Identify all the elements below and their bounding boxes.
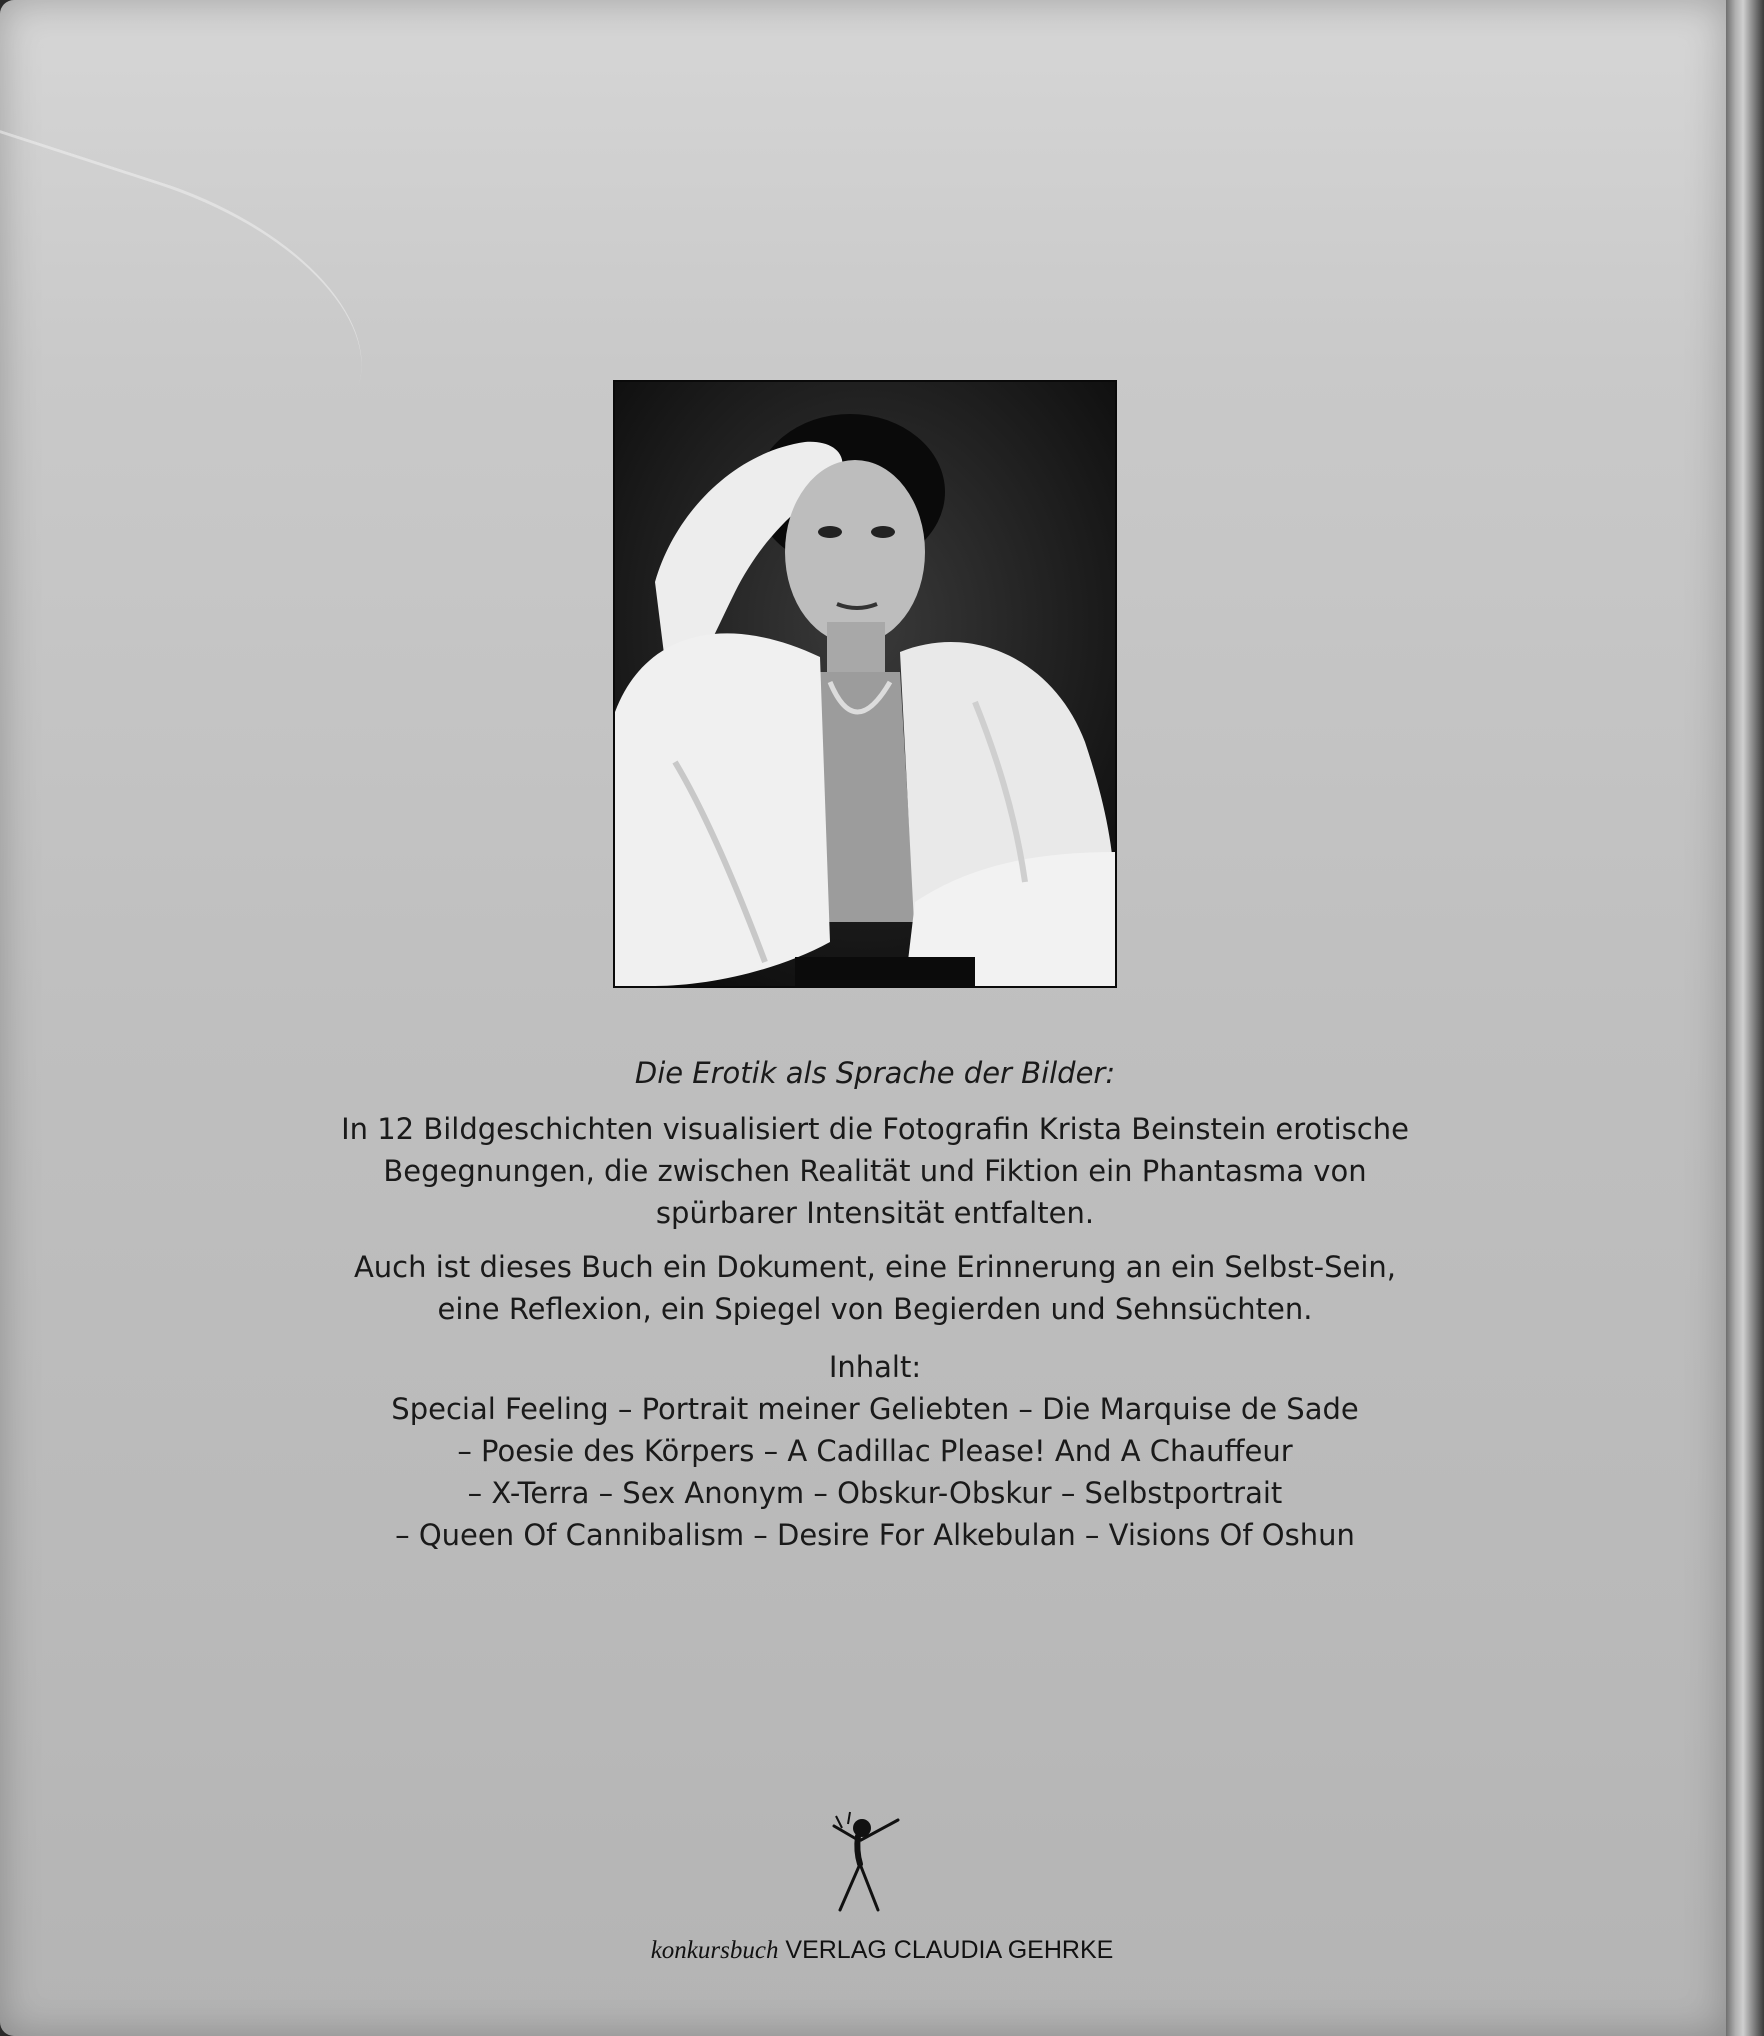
publisher-series: konkursbuch bbox=[650, 1937, 779, 1964]
publisher-name: VERLAG CLAUDIA GEHRKE bbox=[785, 1936, 1114, 1964]
contents-line: – Poesie des Körpers – A Cadillac Please! And A Chauffeur bbox=[457, 1434, 1293, 1468]
description-line: In 12 Bildgeschichten visualisiert die Fotografin Krista Beinstein erotische bbox=[341, 1112, 1409, 1146]
contents-line: Special Feeling – Portrait meiner Geliebten – Die Marquise de Sade bbox=[391, 1392, 1359, 1426]
description-paragraph bbox=[230, 1108, 1520, 1234]
description-line: eine Reflexion, ein Spiegel von Begierden und Sehnsüchten. bbox=[437, 1292, 1313, 1326]
description-line: Begegnungen, die zwischen Realität und Fiktion ein Phantasma von bbox=[383, 1154, 1367, 1188]
publisher-imprint bbox=[300, 1936, 1464, 1965]
tagline: Die Erotik als Sprache der Bilder: bbox=[634, 1056, 1116, 1090]
description-paragraph-2 bbox=[230, 1246, 1520, 1330]
contents-heading: Inhalt: bbox=[828, 1350, 922, 1384]
cover-crease bbox=[0, 130, 399, 472]
dancing-figure-logo bbox=[828, 1806, 904, 1914]
book-spine-edge bbox=[1726, 0, 1764, 2036]
contents-line: – Queen Of Cannibalism – Desire For Alkebulan – Visions Of Oshun bbox=[395, 1518, 1355, 1552]
table-of-contents bbox=[230, 1346, 1520, 1556]
portrait-photo-graphic bbox=[615, 382, 1115, 986]
contents-line: – X-Terra – Sex Anonym – Obskur-Obskur – Selbstportrait bbox=[467, 1476, 1283, 1510]
portrait-photo bbox=[613, 380, 1117, 988]
description-line: Auch ist dieses Buch ein Dokument, eine Erinnerung an ein Selbst-Sein, bbox=[353, 1250, 1397, 1284]
description-line: spürbarer Intensität entfalten. bbox=[655, 1196, 1095, 1230]
